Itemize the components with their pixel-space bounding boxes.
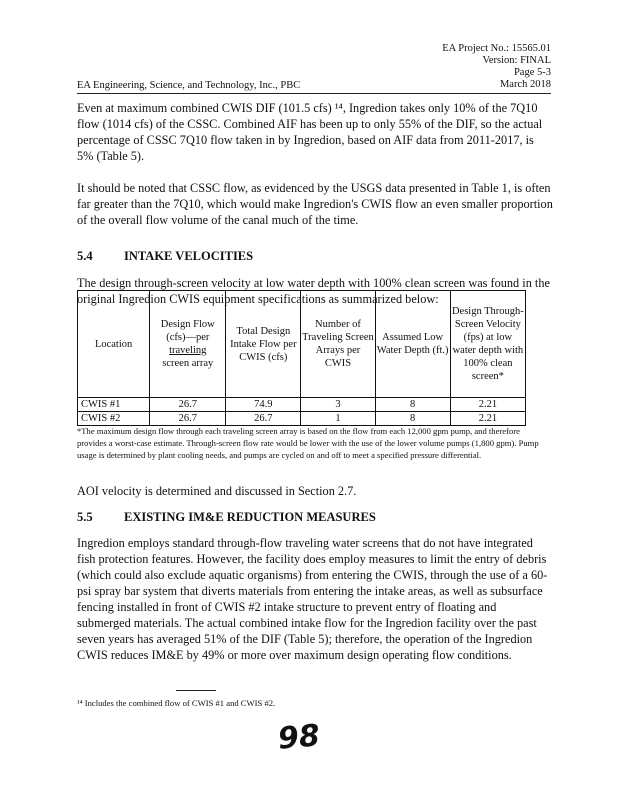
cell: 74.9 (226, 398, 301, 412)
company-name: EA Engineering, Science, and Technology, Inc., PBC (77, 80, 301, 91)
section-heading-5-4: 5.4 INTAKE VELOCITIES (77, 249, 254, 263)
paragraph-ime-measures: Ingredion employs standard through-flow traveling water screens that do not have integrated fish protection features. However, the facility does employ measures to limit the entry of debris (which could also exclude aquatic organisms) from entering the CWIS, through the use of a 60-psi spray bar system that diverts materials from entering the intake areas, as well as subsurface fencing installed in front of CWIS #2 intake structure to prevent entry of floating and submerged materials. The actual combined intake flow for the Ingredion facility over the past seven years has averaged 51% of the DIF (Table 5); therefore, the operation of the Ingredion CWIS reduces IM&E by 49% or more over maximum design operating flow conditions. (77, 536, 548, 662)
col-location: Location (78, 291, 150, 398)
header-rule (77, 93, 551, 94)
cell: 26.7 (226, 412, 301, 426)
col-total-design-flow: Total Design Intake Flow per CWIS (cfs) (226, 291, 301, 398)
footnote: ¹⁴ Includes the combined flow of CWIS #1 and CWIS #2. (77, 698, 276, 708)
paragraph-dif: Even at maximum combined CWIS DIF (101.5 cfs) ¹⁴, Ingredion takes only 10% of the 7Q10 flow (1014 cfs) of the CSSC. Combined AIF has been up to only 55% of the DIF, so the actual percentage of CSSC 7Q10 flow taken in by Ingredion, based on AIF data from 2011-2017, is 5% (Table 5). (77, 101, 543, 163)
cell: CWIS #2 (78, 412, 150, 426)
page-number: Page 5-3 (513, 67, 551, 78)
table-note: *The maximum design flow through each traveling screen array is based on the flow from each 12,000 gpm pump, and therefore provides a worst-case estimate. Through-screen flow rate would be lower with the use of the lower volume pumps (1,800 gpm). Pump usage is determined by plant cooling needs, and pumps are cycled on and off to meet a specified pressure differential. (77, 426, 539, 460)
cell: 26.7 (150, 398, 226, 412)
table-row (78, 412, 526, 426)
project-number: EA Project No.: 15565.01 (442, 43, 551, 54)
table-header-row (78, 291, 526, 398)
footnote-rule (176, 690, 216, 691)
cell: 2.21 (450, 412, 525, 426)
cell: CWIS #1 (78, 398, 150, 412)
cell: 3 (301, 398, 375, 412)
intake-velocity-table (77, 290, 526, 426)
table-row (78, 398, 526, 412)
col-num-screens: Number of Traveling Screen Arrays per CWIS (301, 291, 375, 398)
header-right (442, 43, 551, 91)
cell: 8 (375, 398, 450, 412)
date: March 2018 (499, 79, 551, 90)
cell: 26.7 (150, 412, 226, 426)
col-water-depth: Assumed Low Water Depth (ft.) (375, 291, 450, 398)
paragraph-aoi: AOI velocity is determined and discussed in Section 2.7. (77, 484, 357, 498)
cell: 2.21 (450, 398, 525, 412)
col-design-flow: Design Flow (cfs)—per traveling screen array (150, 291, 226, 398)
version: Version: FINAL (482, 55, 551, 66)
paragraph-cssc-flow: It should be noted that CSSC flow, as evidenced by the USGS data presented in Table 1, is often far greater than the 7Q10, which would make Ingredion's CWIS flow an even smaller proportion of the overall flow volume of the canal much of the time. (77, 181, 553, 227)
cell: 1 (301, 412, 375, 426)
section-heading-5-5: 5.5 EXISTING IM&E REDUCTION MEASURES (77, 510, 376, 524)
cell: 8 (375, 412, 450, 426)
col-velocity: Design Through-Screen Velocity (fps) at low water depth with 100% clean screen* (450, 291, 525, 398)
handwritten-page-number: 98 (276, 718, 322, 757)
paragraph-velocity-intro: The design through-screen velocity at low water depth with 100% clean screen was found in the original Ingredion CWIS equipment specifications as summarized below: (77, 276, 550, 306)
